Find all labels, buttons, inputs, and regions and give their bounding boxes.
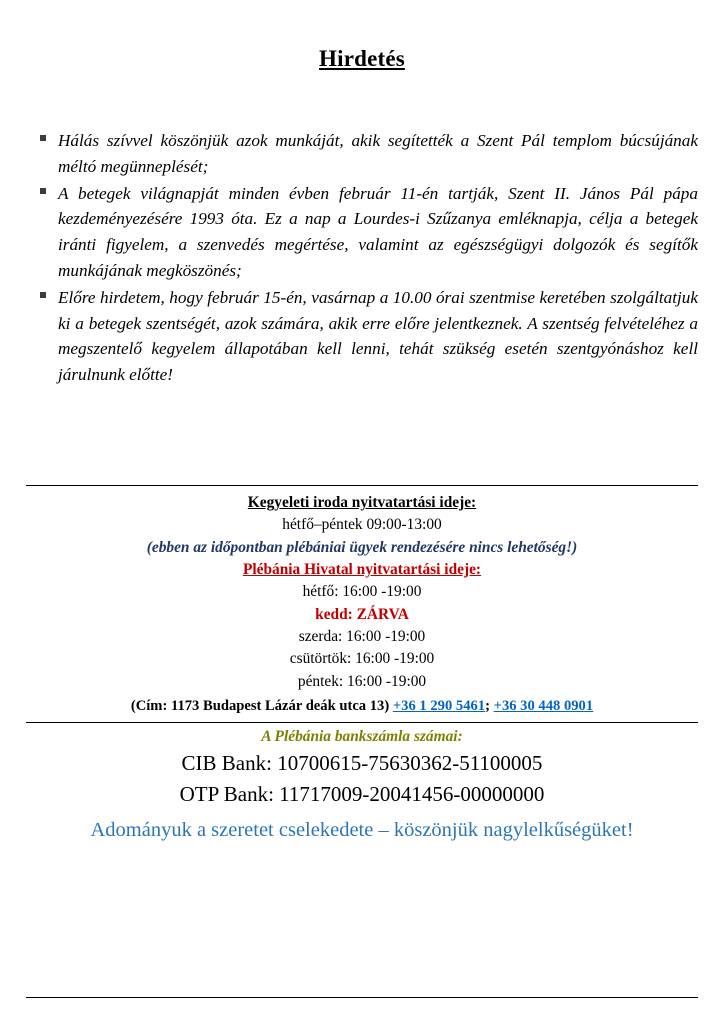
list-item — [26, 181, 698, 284]
page-title: Hirdetés — [319, 46, 405, 71]
announcement-text: Hálás szívvel köszönjük azok munkáját, akik segítették a Szent Pál templom búcsújának méltó megünneplését; — [58, 131, 698, 176]
square-bullet-icon — [40, 292, 46, 298]
funeral-office-title: Kegyeleti iroda nyitvatartási ideje: — [247, 493, 477, 511]
bank-account-cib: CIB Bank: 10700615-75630362-51100005 — [181, 751, 543, 776]
parish-hours-monday: hétfő: 16:00 -19:00 — [302, 583, 422, 601]
bank-accounts-heading: A Plébánia bankszámla számai: — [261, 728, 463, 746]
phone-separator: ; — [485, 697, 490, 714]
address-and-phones — [26, 693, 698, 718]
closing-message: Adományuk a szeretet cselekedete – köszönjük nagylelkűségüket! — [90, 819, 634, 842]
announcement-text: A betegek világnapját minden évben február 11-én tartják, Szent II. János Pál pápa kezdeményezésére 1993 óta. Ez a nap a Lourdes-i Szűzanya emléknapja, célja a betegek iránti figyelem, a szenvedés megértése, valamint az egészségügyi dolgozók és segítők munkájának megköszönés; — [58, 183, 698, 280]
parish-hours-thursday: csütörtök: 16:00 -19:00 — [289, 650, 435, 668]
vertical-spacer — [26, 389, 698, 485]
page-bottom-rule — [26, 997, 698, 998]
phone-link-landline[interactable]: +36 1 290 5461 — [392, 697, 486, 714]
office-hours-section — [26, 486, 698, 722]
parish-hours-wednesday: szerda: 16:00 -19:00 — [298, 627, 426, 645]
address-label: (Cím: 1173 Budapest Lázár deák utca 13) — [130, 697, 390, 714]
phone-link-mobile[interactable]: +36 30 448 0901 — [493, 697, 594, 714]
list-item — [26, 128, 698, 180]
list-item — [26, 285, 698, 388]
parish-office-title: Plébánia Hivatal nyitvatartási ideje: — [242, 560, 482, 578]
funeral-office-hours: hétfő–péntek 09:00-13:00 — [282, 516, 442, 534]
funeral-office-note: (ebben az időpontban plébániai ügyek rendezésére nincs lehetőség!) — [146, 538, 578, 556]
parish-hours-closed: kedd: ZÁRVA — [315, 605, 409, 623]
announcement-text: Előre hirdetem, hogy február 15-én, vasárnap a 10.00 órai szentmise keretében szolgáltatjuk ki a betegek szentségét, azok számára, akik erre előre jelentkeznek. A szentség felvételéhez a megszentelő kegyelem állapotában kell lenni, tehát szükség esetén szentgyónáshoz kell járulnunk előtte! — [58, 287, 698, 385]
square-bullet-icon — [40, 135, 46, 141]
square-bullet-icon — [40, 188, 46, 194]
parish-hours-friday: péntek: 16:00 -19:00 — [297, 672, 427, 690]
announcement-list — [26, 128, 698, 388]
bank-account-otp: OTP Bank: 11717009-20041456-00000000 — [179, 781, 545, 806]
